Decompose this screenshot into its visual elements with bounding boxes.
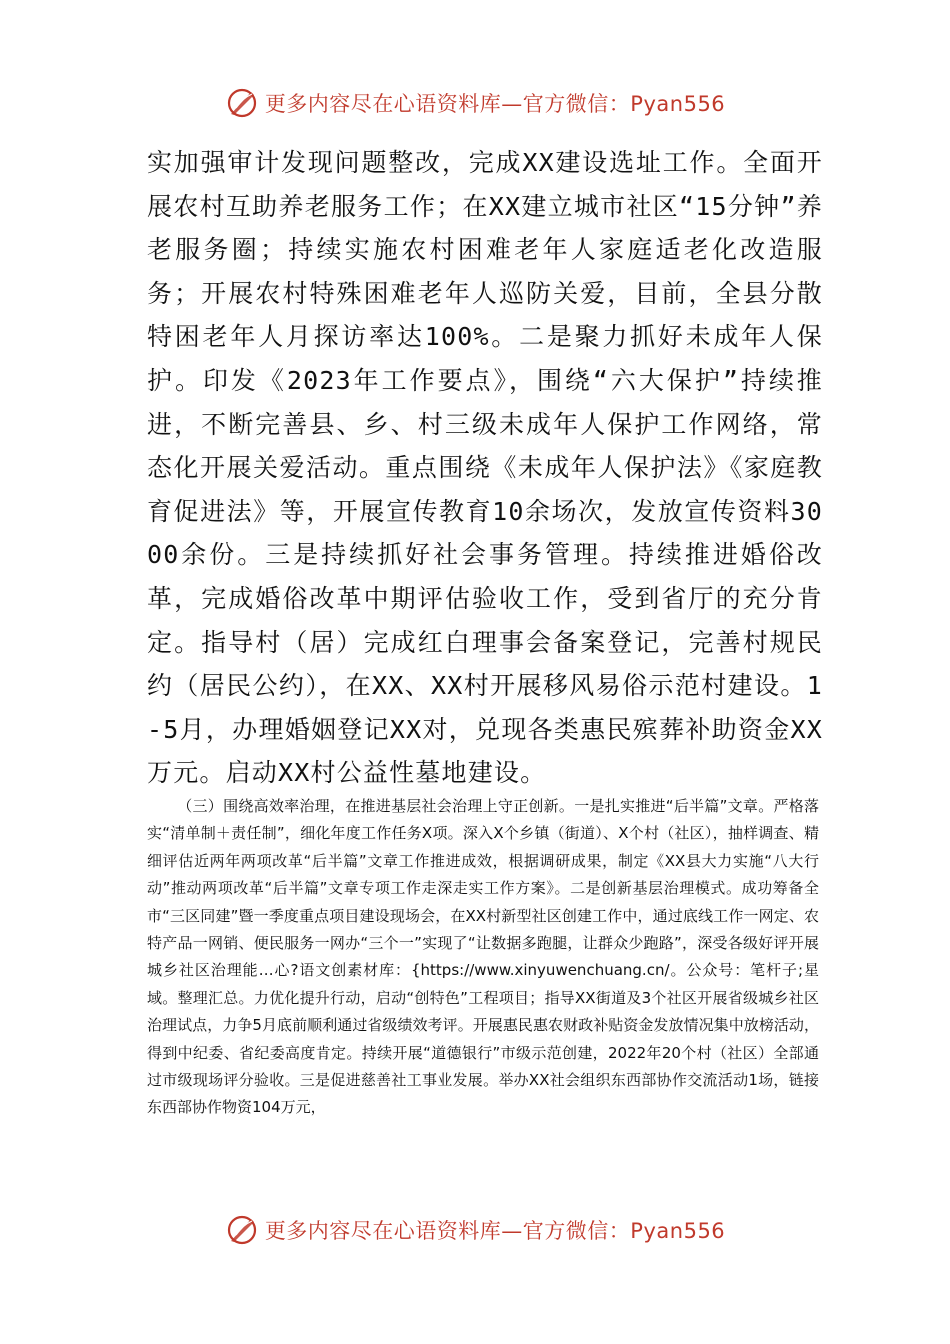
header-watermark-banner [0,83,950,123]
footer-watermark-text: 更多内容尽在心语资料库—官方微信：Pyan556 [264,1219,726,1243]
header-watermark-text: 更多内容尽在心语资料库—官方微信：Pyan556 [264,92,726,116]
footer-watermark-banner [0,1210,950,1250]
section-paragraph-text: （三）围绕高效率治理，在推进基层社会治理上守正创新。一是扎实推进“后半篇”文章。严格落实“清单制＋责任制”，细化年度工作任务X项。深入X个乡镇（街道）、X个村（社区），抽样调查、精细评估近两年两项改革“后半篇”文章工作推进成效，根据调研成果，制定《XX县大力实施“八大行动”推动两项改革“后半篇”文章专项工作走深走实工作方案》。二是创新基层治理模式。成功筹备全市“三区同建”暨一季度重点项目建设现场会，在XX村新型社区创建工作中，通过底线工作一网定、农特产品一网销、便民服务一网办“三个一”实现了“让数据多跑腿，让群众少跑路”，深受各级好评开展城乡社区治理能…心?语文创素材库：{https://www.xinyuwenchuang.cn/。公众号：笔杆子;星域。整理汇总。力优化提升行动，启动“创特色”工程项目；指导XX街道及3个社区开展省级城乡社区治理试点，力争5月底前顺利通过省级绩效考评。开展惠民惠农财政补贴资金发放情况集中放榜活动，得到中纪委、省纪委高度肯定。持续开展“道德银行”市级示范创建，2022年20个村（社区）全部通过市级现场评分验收。三是促进慈善社工事业发展。举办XX社会组织东西部协作交流活动1场，链接东西部协作物资104万元， [147,797,819,1117]
main-paragraph: 实加强审计发现问题整改，完成XX建设选址工作。全面开展农村互助养老服务工作；在XX建立城市社区“15分钟”养老服务圈；持续实施农村困难老年人家庭适老化改造服务；开展农村特殊困难老年人巡防关爱，目前，全县分散特困老年人月探访率达100%。二是聚力抓好未成年人保护。印发《2023年工作要点》，围绕“六大保护”持续推进，不断完善县、乡、村三级未成年人保护工作网络，常态化开展关爱活动。重点围绕《未成年人保护法》《家庭教育促进法》等，开展宣传教育10余场次，发放宣传资料3000余份。三是持续抓好社会事务管理。持续推进婚俗改革，完成婚俗改革中期评估验收工作，受到省厅的充分肯定。指导村（居）完成红白理事会备案登记，完善村规民约（居民公约），在XX、XX村开展移风易俗示范村建设。1-5月，办理婚姻登记XX对，兑现各类惠民殡葬补助资金XX万元。启动XX村公益性墓地建设。 [147,148,823,788]
quill-pen-logo-icon [225,86,259,120]
section-paragraph [147,793,819,1122]
quill-pen-logo-icon [225,1213,259,1247]
